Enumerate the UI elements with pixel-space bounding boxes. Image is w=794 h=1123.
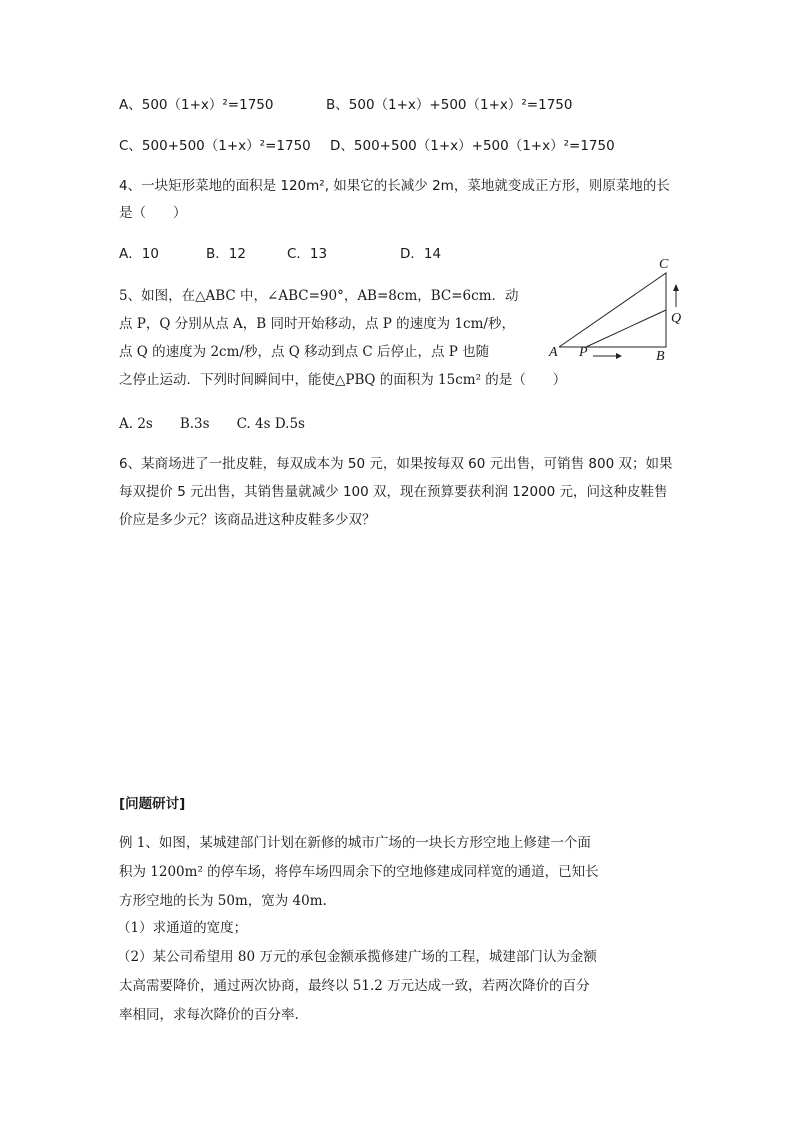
q4-option-d: D．14: [400, 246, 442, 262]
q4-option-b: B．12: [206, 246, 246, 262]
option-d-prev: D、500+500（1+x）+500（1+x）²=1750: [330, 138, 615, 154]
segment-pq: [586, 310, 666, 347]
example1-part-1: （1）求通道的宽度；: [117, 920, 248, 936]
label-a: A: [549, 345, 558, 360]
q6-line-3: 价应是多少元？该商品进这种皮鞋多少双？: [119, 512, 376, 528]
q4-option-a: A．10: [119, 246, 159, 262]
arrow-q-head: [673, 284, 679, 291]
label-b: B: [656, 349, 665, 364]
option-b-prev: B、500（1+x）+500（1+x）²=1750: [326, 97, 573, 113]
label-c: C: [659, 257, 669, 272]
q5-line-4: 之停止运动．下列时间瞬间中，能使△PBQ 的面积为 15cm² 的是（ ）: [119, 372, 567, 388]
example1-part-2-line-3: 率相同，求每次降价的百分率.: [119, 1007, 299, 1023]
q4-line-1: 4、一块矩形菜地的面积是 120m², 如果它的长减少 2m，菜地就变成正方形，则原菜地的长: [119, 178, 670, 194]
q4-option-c: C．13: [287, 246, 328, 262]
option-c-prev: C、500+500（1+x）²=1750: [119, 138, 311, 154]
q5-options: A. 2s B.3s C. 4s D.5s: [119, 416, 305, 432]
label-q: Q: [671, 311, 682, 326]
example1-line-2: 积为 1200m² 的停车场，将停车场四周余下的空地修建成同样宽的通道，已知长: [119, 864, 599, 880]
q4-line-2: 是（ ）: [119, 205, 187, 221]
label-p: P: [579, 345, 588, 360]
q5-line-3: 点 Q 的速度为 2cm/秒，点 Q 移动到点 C 后停止，点 P 也随: [119, 344, 490, 360]
section-heading: [问题研讨]: [119, 796, 186, 812]
example1-line-3: 方形空地的长为 50m，宽为 40m.: [119, 893, 327, 909]
q5-line-2: 点 P，Q 分别从点 A，B 同时开始移动，点 P 的速度为 1cm/秒，: [119, 316, 515, 332]
triangle-abc: [559, 273, 666, 347]
arrow-p-head: [616, 353, 622, 359]
example1-part-2-line-1: （2）某公司希望用 80 万元的承包金额承揽修建广场的工程，城建部门认为金额: [117, 949, 597, 965]
q6-line-2: 每双提价 5 元出售，其销售量就减少 100 双，现在预算要获利润 12000 元，问这种皮鞋售: [119, 484, 668, 500]
option-a-prev: A、500（1+x）²=1750: [119, 97, 274, 113]
q6-line-1: 6、某商场进了一批皮鞋，每双成本为 50 元，如果按每双 60 元出售，可销售 800 双；如果: [119, 456, 673, 472]
q5-line-1: 5、如图，在△ABC 中，∠ABC=90°，AB=8cm，BC=6cm．动: [119, 288, 519, 304]
example1-line-1: 例 1、如图，某城建部门计划在新修的城市广场的一块长方形空地上修建一个面: [119, 835, 591, 851]
example1-part-2-line-2: 太高需要降价，通过两次协商，最终以 51.2 万元达成一致，若两次降价的百分: [119, 978, 590, 994]
